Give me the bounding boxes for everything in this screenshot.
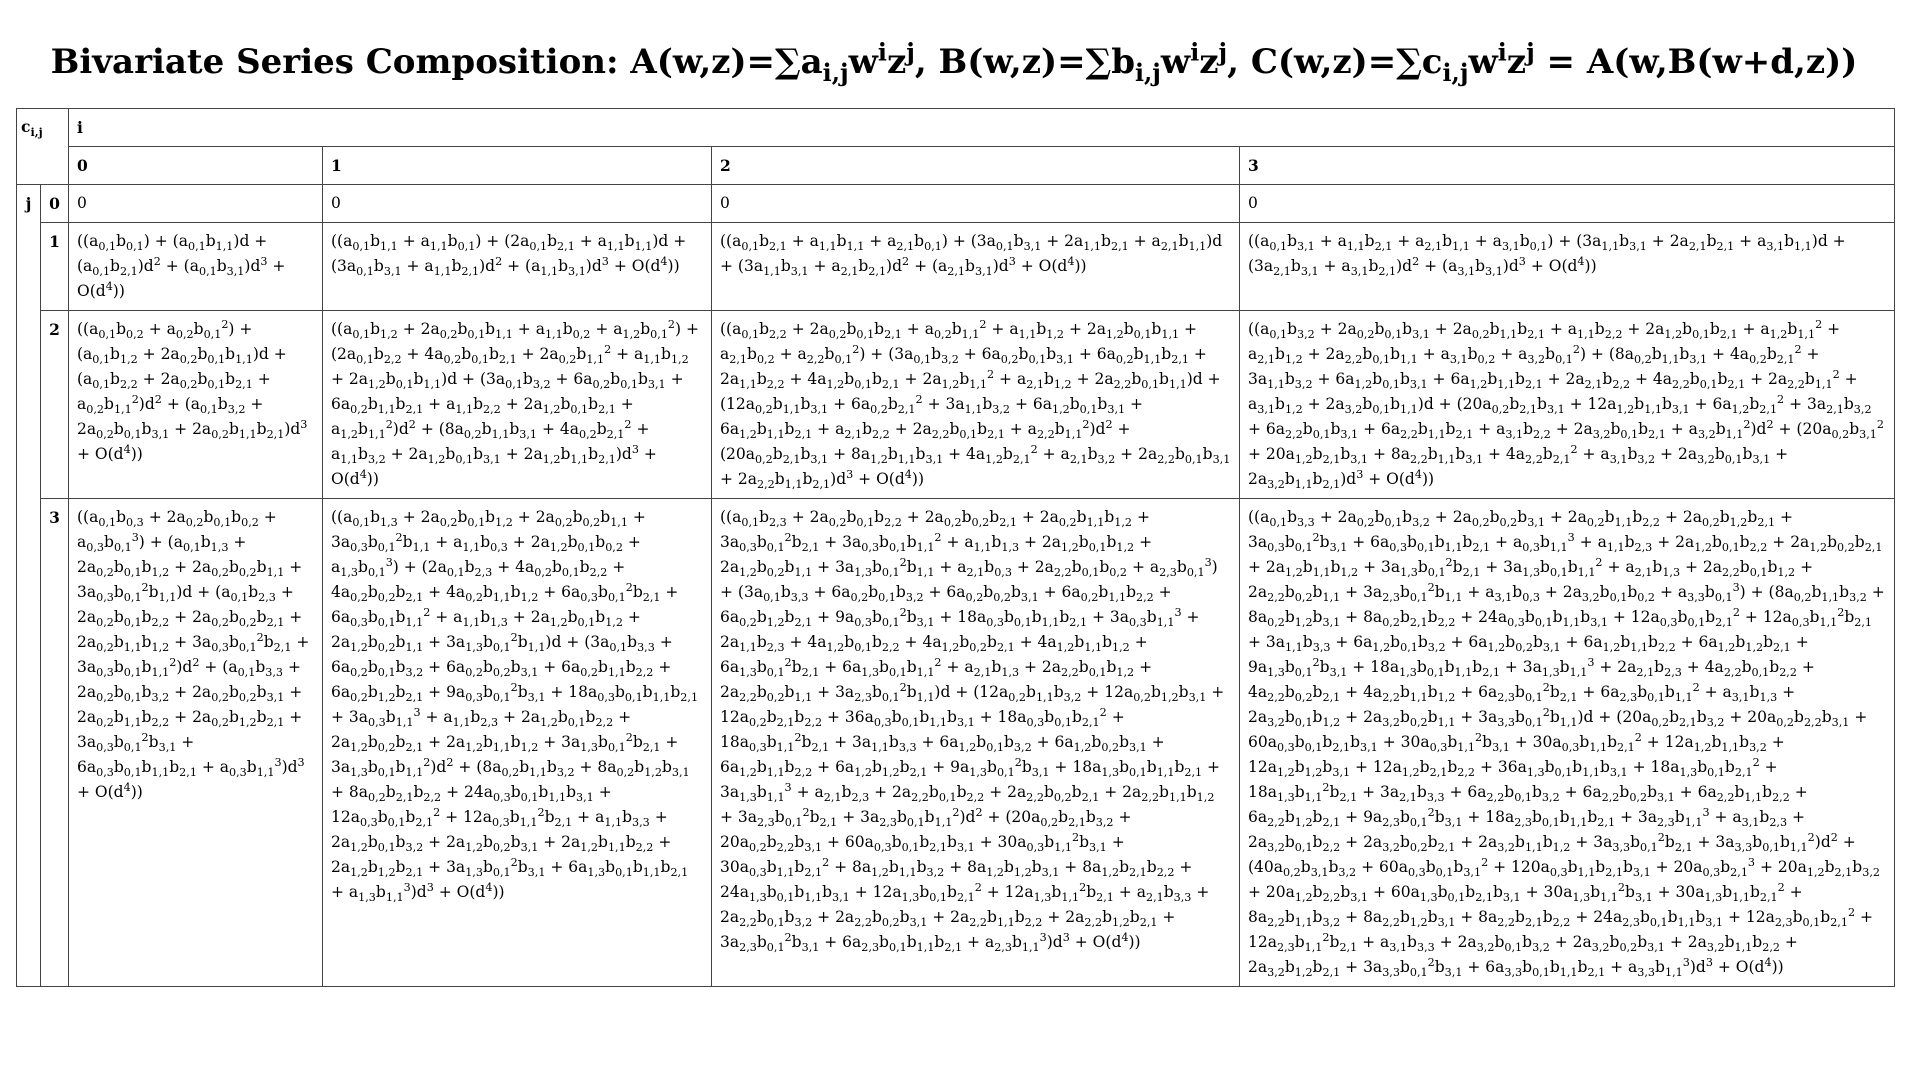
col-header: 3 xyxy=(1240,147,1895,185)
table-cell: 0 xyxy=(712,185,1240,223)
table-cell: $((a_{0,1}b_{3,1} + a_{1,1}b_{2,1} + a_{2,1}b_{1,1} + a_{3,1}b_{0,1}) + (3a_{1,1}b_{3,1} + 2a_{2,1}b_{2,1} + a_{3,1}b_{1,1})d + (3a_{2,1}b_{3,1} + a_{3,1}b_{2,1})d^2 + (a_{3,1}b_{3,1})d^3 + O(d^4))$ xyxy=(1240,223,1895,311)
j-axis-header: j xyxy=(17,185,41,987)
table-row xyxy=(17,499,1895,987)
table-cell: $((a_{0,1}b_{2,2} + 2a_{0,2}b_{0,1}b_{2,1} + a_{0,2}b_{1,1}^2 + a_{1,1}b_{1,2} + 2a_{1,2}b_{0,1}b_{1,1} + a_{2,1}b_{0,2} + a_{2,2}b_{0,1}^2) + (3a_{0,1}b_{3,2} + 6a_{0,2}b_{0,1}b_{3,1} + 6a_{0,2}b_{1,1}b_{2,1} + 2a_{1,1}b_{2,2} + 4a_{1,2}b_{0,1}b_{2,1} + 2a_{1,2}b_{1,1}^2 + a_{2,1}b_{1,2} + 2a_{2,2}b_{0,1}b_{1,1})d + (12a_{0,2}b_{1,1}b_{3,1} + 6a_{0,2}b_{2,1}^2 + 3a_{1,1}b_{3,2} + 6a_{1,2}b_{0,1}b_{3,1} + 6a_{1,2}b_{1,1}b_{2,1} + a_{2,1}b_{2,2} + 2a_{2,2}b_{0,1}b_{2,1} + a_{2,2}b_{1,1}^2)d^2 + (20a_{0,2}b_{2,1}b_{3,1} + 8a_{1,2}b_{1,1}b_{3,1} + 4a_{1,2}b_{2,1}^2 + a_{2,1}b_{3,2} + 2a_{2,2}b_{0,1}b_{3,1} + 2a_{2,2}b_{1,1}b_{2,1})d^3 + O(d^4))$ xyxy=(712,311,1240,499)
table-cell: $((a_{0,1}b_{1,2} + 2a_{0,2}b_{0,1}b_{1,1} + a_{1,1}b_{0,2} + a_{1,2}b_{0,1}^2) + (2a_{0,1}b_{2,2} + 4a_{0,2}b_{0,1}b_{2,1} + 2a_{0,2}b_{1,1}^2 + a_{1,1}b_{1,2} + 2a_{1,2}b_{0,1}b_{1,1})d + (3a_{0,1}b_{3,2} + 6a_{0,2}b_{0,1}b_{3,1} + 6a_{0,2}b_{1,1}b_{2,1} + a_{1,1}b_{2,2} + 2a_{1,2}b_{0,1}b_{2,1} + a_{1,2}b_{1,1}^2)d^2 + (8a_{0,2}b_{1,1}b_{3,1} + 4a_{0,2}b_{2,1}^2 + a_{1,1}b_{3,2} + 2a_{1,2}b_{0,1}b_{3,1} + 2a_{1,2}b_{1,1}b_{2,1})d^3 + O(d^4))$ xyxy=(323,311,712,499)
table-cell: 0 xyxy=(323,185,712,223)
table-cell: $((a_{0,1}b_{0,1}) + (a_{0,1}b_{1,1})d + (a_{0,1}b_{2,1})d^2 + (a_{0,1}b_{3,1})d^3 + O(d^4))$ xyxy=(69,223,323,311)
table-cell: ((a0,1b2,3 + 2a0,2b0,1b2,2 + 2a0,2b0,2b2,1 + 2a0,2b1,1b1,2 + 3a0,3b0,12b2,1 + 3a0,3b0,1b1,12 + a1,1b1,3 + 2a1,2b0,1b1,2 + 2a1,2b0,2b1,1 + 3a1,3b0,12b1,1 + a2,1b0,3 + 2a2,2b0,1b0,2 + a2,3b0,13) + (3a0,1b3,3 + 6a0,2b0,1b3,2 + 6a0,2b0,2b3,1 + 6a0,2b1,1b2,2 + 6a0,2b1,2b2,1 + 9a0,3b0,12b3,1 + 18a0,3b0,1b1,1b2,1 + 3a0,3b1,13 + 2a1,1b2,3 + 4a1,2b0,1b2,2 + 4a1,2b0,2b2,1 + 4a1,2b1,1b1,2 + 6a1,3b0,12b2,1 + 6a1,3b0,1b1,12 + a2,1b1,3 + 2a2,2b0,1b1,2 + 2a2,2b0,2b1,1 + 3a2,3b0,12b1,1)d + (12a0,2b1,1b3,2 + 12a0,2b1,2b3,1 + 12a0,2b2,1b2,2 + 36a0,3b0,1b1,1b3,1 + 18a0,3b0,1b2,12 + 18a0,3b1,12b2,1 + 3a1,1b3,3 + 6a1,2b0,1b3,2 + 6a1,2b0,2b3,1 + 6a1,2b1,1b2,2 + 6a1,2b1,2b2,1 + 9a1,3b0,12b3,1 + 18a1,3b0,1b1,1b2,1 + 3a1,3b1,13 + a2,1b2,3 + 2a2,2b0,1b2,2 + 2a2,2b0,2b2,1 + 2a2,2b1,1b1,2 + 3a2,3b0,12b2,1 + 3a2,3b0,1b1,12)d2 + (20a0,2b2,1b3,2 + 20a0,2b2,2b3,1 + 60a0,3b0,1b2,1b3,1 + 30a0,3b1,12b3,1 + 30a0,3b1,1b2,12 + 8a1,2b1,1b3,2 + 8a1,2b1,2b3,1 + 8a1,2b2,1b2,2 + 24a1,3b0,1b1,1b3,1 + 12a1,3b0,1b2,12 + 12a1,3b1,12b2,1 + a2,1b3,3 + 2a2,2b0,1b3,2 + 2a2,2b0,2b3,1 + 2a2,2b1,1b2,2 + 2a2,2b1,2b2,1 + 3a2,3b0,12b3,1 + 6a2,3b0,1b1,1b2,1 + a2,3b1,13)d3 + O(d4)) xyxy=(712,499,1240,987)
page-title: Bivariate Series Composition: $A(w,z)=\sum a_{i,j}w^iz^j$, $B(w,z)=\sum b_{i,j}w^iz^j$, $C(w,z)=\sum c_{i,j}w^iz^j = A(w,B(w+d,z))$ xyxy=(50,38,1858,87)
table-row xyxy=(17,185,1895,223)
table-cell: ((a0,1b1,3 + 2a0,2b0,1b1,2 + 2a0,2b0,2b1,1 + 3a0,3b0,12b1,1 + a1,1b0,3 + 2a1,2b0,1b0,2 + a1,3b0,13) + (2a0,1b2,3 + 4a0,2b0,1b2,2 + 4a0,2b0,2b2,1 + 4a0,2b1,1b1,2 + 6a0,3b0,12b2,1 + 6a0,3b0,1b1,12 + a1,1b1,3 + 2a1,2b0,1b1,2 + 2a1,2b0,2b1,1 + 3a1,3b0,12b1,1)d + (3a0,1b3,3 + 6a0,2b0,1b3,2 + 6a0,2b0,2b3,1 + 6a0,2b1,1b2,2 + 6a0,2b1,2b2,1 + 9a0,3b0,12b3,1 + 18a0,3b0,1b1,1b2,1 + 3a0,3b1,13 + a1,1b2,3 + 2a1,2b0,1b2,2 + 2a1,2b0,2b2,1 + 2a1,2b1,1b1,2 + 3a1,3b0,12b2,1 + 3a1,3b0,1b1,12)d2 + (8a0,2b1,1b3,2 + 8a0,2b1,2b3,1 + 8a0,2b2,1b2,2 + 24a0,3b0,1b1,1b3,1 + 12a0,3b0,1b2,12 + 12a0,3b1,12b2,1 + a1,1b3,3 + 2a1,2b0,1b3,2 + 2a1,2b0,2b3,1 + 2a1,2b1,1b2,2 + 2a1,2b1,2b2,1 + 3a1,3b0,12b3,1 + 6a1,3b0,1b1,1b2,1 + a1,3b1,13)d3 + O(d4)) xyxy=(323,499,712,987)
row-header: 0 xyxy=(41,185,69,223)
i-axis-header: i xyxy=(69,109,1895,147)
col-header: 1 xyxy=(323,147,712,185)
col-header: 2 xyxy=(712,147,1240,185)
table-cell: ((a0,1b3,3 + 2a0,2b0,1b3,2 + 2a0,2b0,2b3,1 + 2a0,2b1,1b2,2 + 2a0,2b1,2b2,1 + 3a0,3b0,12b3,1 + 6a0,3b0,1b1,1b2,1 + a0,3b1,13 + a1,1b2,3 + 2a1,2b0,1b2,2 + 2a1,2b0,2b2,1 + 2a1,2b1,1b1,2 + 3a1,3b0,12b2,1 + 3a1,3b0,1b1,12 + a2,1b1,3 + 2a2,2b0,1b1,2 + 2a2,2b0,2b1,1 + 3a2,3b0,12b1,1 + a3,1b0,3 + 2a3,2b0,1b0,2 + a3,3b0,13) + (8a0,2b1,1b3,2 + 8a0,2b1,2b3,1 + 8a0,2b2,1b2,2 + 24a0,3b0,1b1,1b3,1 + 12a0,3b0,1b2,12 + 12a0,3b1,12b2,1 + 3a1,1b3,3 + 6a1,2b0,1b3,2 + 6a1,2b0,2b3,1 + 6a1,2b1,1b2,2 + 6a1,2b1,2b2,1 + 9a1,3b0,12b3,1 + 18a1,3b0,1b1,1b2,1 + 3a1,3b1,13 + 2a2,1b2,3 + 4a2,2b0,1b2,2 + 4a2,2b0,2b2,1 + 4a2,2b1,1b1,2 + 6a2,3b0,12b2,1 + 6a2,3b0,1b1,12 + a3,1b1,3 + 2a3,2b0,1b1,2 + 2a3,2b0,2b1,1 + 3a3,3b0,12b1,1)d + (20a0,2b2,1b3,2 + 20a0,2b2,2b3,1 + 60a0,3b0,1b2,1b3,1 + 30a0,3b1,12b3,1 + 30a0,3b1,1b2,12 + 12a1,2b1,1b3,2 + 12a1,2b1,2b3,1 + 12a1,2b2,1b2,2 + 36a1,3b0,1b1,1b3,1 + 18a1,3b0,1b2,12 + 18a1,3b1,12b2,1 + 3a2,1b3,3 + 6a2,2b0,1b3,2 + 6a2,2b0,2b3,1 + 6a2,2b1,1b2,2 + 6a2,2b1,2b2,1 + 9a2,3b0,12b3,1 + 18a2,3b0,1b1,1b2,1 + 3a2,3b1,13 + a3,1b2,3 + 2a3,2b0,1b2,2 + 2a3,2b0,2b2,1 + 2a3,2b1,1b1,2 + 3a3,3b0,12b2,1 + 3a3,3b0,1b1,12)d2 + (40a0,2b3,1b3,2 + 60a0,3b0,1b3,12 + 120a0,3b1,1b2,1b3,1 + 20a0,3b2,13 + 20a1,2b2,1b3,2 + 20a1,2b2,2b3,1 + 60a1,3b0,1b2,1b3,1 + 30a1,3b1,12b3,1 + 30a1,3b1,1b2,12 + 8a2,2b1,1b3,2 + 8a2,2b1,2b3,1 + 8a2,2b2,1b2,2 + 24a2,3b0,1b1,1b3,1 + 12a2,3b0,1b2,12 + 12a2,3b1,12b2,1 + a3,1b3,3 + 2a3,2b0,1b3,2 + 2a3,2b0,2b3,1 + 2a3,2b1,1b2,2 + 2a3,2b1,2b2,1 + 3a3,3b0,12b3,1 + 6a3,3b0,1b1,1b2,1 + a3,3b1,13)d3 + O(d4)) xyxy=(1240,499,1895,987)
row-header: 3 xyxy=(41,499,69,987)
table-row xyxy=(17,311,1895,499)
table-cell: 0 xyxy=(1240,185,1895,223)
header-row-columns xyxy=(17,147,1895,185)
row-header: 1 xyxy=(41,223,69,311)
composition-table xyxy=(16,108,1895,987)
table-cell: $((a_{0,1}b_{1,1} + a_{1,1}b_{0,1}) + (2a_{0,1}b_{2,1} + a_{1,1}b_{1,1})d + (3a_{0,1}b_{3,1} + a_{1,1}b_{2,1})d^2 + (a_{1,1}b_{3,1})d^3 + O(d^4))$ xyxy=(323,223,712,311)
table-cell: $((a_{0,1}b_{0,2} + a_{0,2}b_{0,1}^2) + (a_{0,1}b_{1,2} + 2a_{0,2}b_{0,1}b_{1,1})d + (a_{0,1}b_{2,2} + 2a_{0,2}b_{0,1}b_{2,1} + a_{0,2}b_{1,1}^2)d^2 + (a_{0,1}b_{3,2} + 2a_{0,2}b_{0,1}b_{3,1} + 2a_{0,2}b_{1,1}b_{2,1})d^3 + O(d^4))$ xyxy=(69,311,323,499)
table-cell: ((a0,1b0,3 + 2a0,2b0,1b0,2 + a0,3b0,13) + (a0,1b1,3 + 2a0,2b0,1b1,2 + 2a0,2b0,2b1,1 + 3a0,3b0,12b1,1)d + (a0,1b2,3 + 2a0,2b0,1b2,2 + 2a0,2b0,2b2,1 + 2a0,2b1,1b1,2 + 3a0,3b0,12b2,1 + 3a0,3b0,1b1,12)d2 + (a0,1b3,3 + 2a0,2b0,1b3,2 + 2a0,2b0,2b3,1 + 2a0,2b1,1b2,2 + 2a0,2b1,2b2,1 + 3a0,3b0,12b3,1 + 6a0,3b0,1b1,1b2,1 + a0,3b1,13)d3 + O(d4)) xyxy=(69,499,323,987)
row-header: 2 xyxy=(41,311,69,499)
corner-header: $c_{i,j}$ xyxy=(17,109,69,185)
col-header: 0 xyxy=(69,147,323,185)
table-cell: ($(a_{0,1}b_{3,2} + 2a_{0,2}b_{0,1}b_{3,1} + 2a_{0,2}b_{1,1}b_{2,1} + a_{1,1}b_{2,2} + 2a_{1,2}b_{0,1}b_{2,1} + a_{1,2}b_{1,1}^2 + a_{2,1}b_{1,2} + 2a_{2,2}b_{0,1}b_{1,1} + a_{3,1}b_{0,2} + a_{3,2}b_{0,1}^2) + (8a_{0,2}b_{1,1}b_{3,1} + 4a_{0,2}b_{2,1}^2 + 3a_{1,1}b_{3,2} + 6a_{1,2}b_{0,1}b_{3,1} + 6a_{1,2}b_{1,1}b_{2,1} + 2a_{2,1}b_{2,2} + 4a_{2,2}b_{0,1}b_{2,1} + 2a_{2,2}b_{1,1}^2 + a_{3,1}b_{1,2} + 2a_{3,2}b_{0,1}b_{1,1})d + (20a_{0,2}b_{2,1}b_{3,1} + 12a_{1,2}b_{1,1}b_{3,1} + 6a_{1,2}b_{2,1}^2 + 3a_{2,1}b_{3,2} + 6a_{2,2}b_{0,1}b_{3,1} + 6a_{2,2}b_{1,1}b_{2,1} + a_{3,1}b_{2,2} + 2a_{3,2}b_{0,1}b_{2,1} + a_{3,2}b_{1,1}^2)d^2 + (20a_{0,2}b_{3,1}^2 + 20a_{1,2}b_{2,1}b_{3,1}$ + $8a_{2,2}b_{1,1}b_{3,1} + 4a_{2,2}b_{2,1}^2 + a_{3,1}b_{3,2} + 2a_{3,2}b_{0,1}b_{3,1} + 2a_{3,2}b_{1,1}b_{2,1})d^3 + O(d^4)$) xyxy=(1240,311,1895,499)
table-cell: 0 xyxy=(69,185,323,223)
table-row xyxy=(17,223,1895,311)
header-row-i xyxy=(17,109,1895,147)
table-cell: $((a_{0,1}b_{2,1} + a_{1,1}b_{1,1} + a_{2,1}b_{0,1}) + (3a_{0,1}b_{3,1} + 2a_{1,1}b_{2,1} + a_{2,1}b_{1,1})d + (3a_{1,1}b_{3,1} + a_{2,1}b_{2,1})d^2 + (a_{2,1}b_{3,1})d^3 + O(d^4))$ xyxy=(712,223,1240,311)
